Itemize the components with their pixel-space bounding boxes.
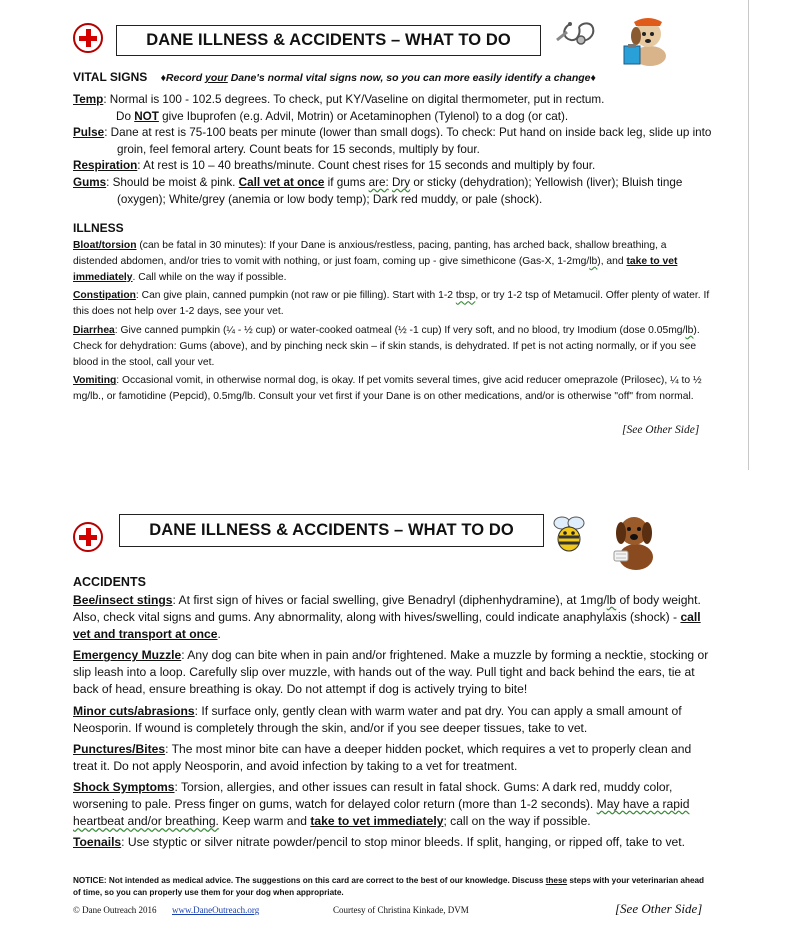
shock-symptoms-entry: Shock Symptoms: Torsion, allergies, and other issues can result in fatal shock. Gums: A dark red, muddy color, worsening to pale. Press finger on gums, watch for delayed color return (more than 1-2 seconds). May have a rapid heartbeat and/or breathing. Keep warm and take to vet immediately; call on the way if possible. (73, 779, 690, 829)
see-other-side-note: [See Other Side] (615, 901, 703, 916)
bee-icon (550, 513, 588, 553)
card-title: DANE ILLNESS & ACCIDENTS – WHAT TO DO (119, 514, 544, 547)
illness-list (73, 238, 710, 405)
diarrhea-entry: Diarrhea: Give canned pumpkin (¼ - ½ cup) or water-cooked oatmeal (½ -1 cup) If very soft, and no blood, try Imodium (dose 0.05mg/lb). Check for dehydration: Gums (above), and by pinching neck skin – if skin stands, is dehydrated. If pet is not acting normally, or if you see blood in the stool, call your vet. (73, 324, 700, 368)
bloat-entry: Bloat/torsion (can be fatal in 30 minutes): If your Dane is anxious/restless, pacing, panting, has arched back, shallow breathing, a distended abdomen, and/or tries to vomit with nothing, or just foam, coming up - give simethicone (Gas-X, 1-2mg/lb), and take to vet immediately. Call while on the way if possible. (73, 240, 678, 283)
card-title: DANE ILLNESS & ACCIDENTS – WHAT TO DO (116, 25, 541, 56)
see-other-side-note: [See Other Side] (622, 424, 700, 436)
pulse-entry: Pulse: Dane at rest is 75-100 beats per minute (lower than small dogs). To check: Put hand on inside back leg, slide up into groin, feel femoral artery. Count beats for 15 seconds, multiply by four. (73, 126, 712, 156)
vital-signs-heading: VITAL SIGNS (73, 70, 148, 84)
accidents-heading: ACCIDENTS (73, 575, 146, 589)
vital-signs-list (73, 92, 723, 208)
illness-heading: ILLNESS (73, 221, 124, 235)
footer-courtesy: Courtesy of Christina Kinkade, DVM (333, 905, 469, 915)
red-cross-icon (73, 23, 103, 53)
vital-signs-note: ♦Record your Dane's normal vital signs now, so you can more easily identify a change♦ (160, 72, 596, 84)
red-cross-icon (73, 522, 103, 552)
footer-copyright: © Dane Outreach 2016 (73, 905, 157, 915)
dog-doctor-icon (620, 14, 672, 70)
gums-entry: Gums: Should be moist & pink. Call vet at once if gums are: Dry or sticky (dehydration); Yellowish (liver); Bluish tinge (oxygen); White/grey (anemia or low body temp); Dark red muddy, or pale (shock). (73, 175, 683, 206)
toenails-entry: Toenails: Use styptic or silver nitrate powder/pencil to stop minor bleeds. If split, hanging, or ripped off, take to vet. (73, 835, 685, 850)
accidents-list (73, 592, 714, 851)
bee-stings-entry: Bee/insect stings: At first sign of hives or facial swelling, give Benadryl (diphenhydramine), at 1mg/lb of body weight. Also, check vital signs and gums. Any abnormality, along with hives/swelling, could indicate anaphylaxis (shock) - call vet and transport at once. (73, 593, 701, 642)
footer-website-link[interactable]: www.DaneOutreach.org (172, 905, 260, 915)
respiration-entry: Respiration: At rest is 10 – 40 breaths/minute. Count chest rises for 15 seconds and multiply by four. (73, 159, 596, 173)
stethoscope-icon (553, 18, 599, 52)
notice-disclaimer: NOTICE: Not intended as medical advice. The suggestions on this card are correct to the best of our knowledge. Discuss these steps with your veterinarian ahead of time, so you can properly use them for your dog when appropriate. (73, 876, 705, 897)
vital-signs-section (73, 70, 596, 84)
temp-entry: Temp: Normal is 100 - 102.5 degrees. To check, put KY/Vaseline on digital thermometer, put in rectum. Do NOT give Ibuprofen (e.g. Advil, Motrin) or Acetaminophen (Tylenol) to a dog (or cat). (73, 93, 605, 123)
minor-cuts-entry: Minor cuts/abrasions: If surface only, gently clean with warm water and pat dry. You can apply a small amount of Neosporin. If wound is completely through the skin, and/or if you see deeper tissues, take to vet. (73, 703, 682, 735)
emergency-muzzle-entry: Emergency Muzzle: Any dog can bite when in pain and/or frightened. Make a muzzle by forming a necktie, stocking or slip leash into a loop. Carefully slip over muzzle, with hands out of the way. Pull tight and back behind the ears, tie at back of head, ensure breathing is okay. Do not attempt if dog is actively trying to bite! (73, 648, 709, 697)
injured-dog-icon (608, 511, 660, 573)
vomiting-entry: Vomiting: Occasional vomit, in otherwise normal dog, is okay. If pet vomits several times, give acid reducer omeprazole (Prilosec), ¼ to ½ mg/lb., or famotidine (Pepcid), 0.5mg/lb. Consult your vet first if your Dane is on other medications, and/or is otherwise "off" from normal. (73, 375, 702, 403)
constipation-entry: Constipation: Can give plain, canned pumpkin (not raw or pie filling). Start with 1-2 tbsp, or try 1-2 tsp of Metamucil. Offer plenty of water. If this does not help over 1-2 days, see your vet. (73, 290, 710, 318)
card-back (0, 495, 797, 927)
punctures-entry: Punctures/Bites: The most minor bite can have a deeper hidden pocket, which requires a vet to properly clean and treat it. Do not apply Neosporin, and avoid infection by taking to a vet for treatment. (73, 741, 692, 773)
